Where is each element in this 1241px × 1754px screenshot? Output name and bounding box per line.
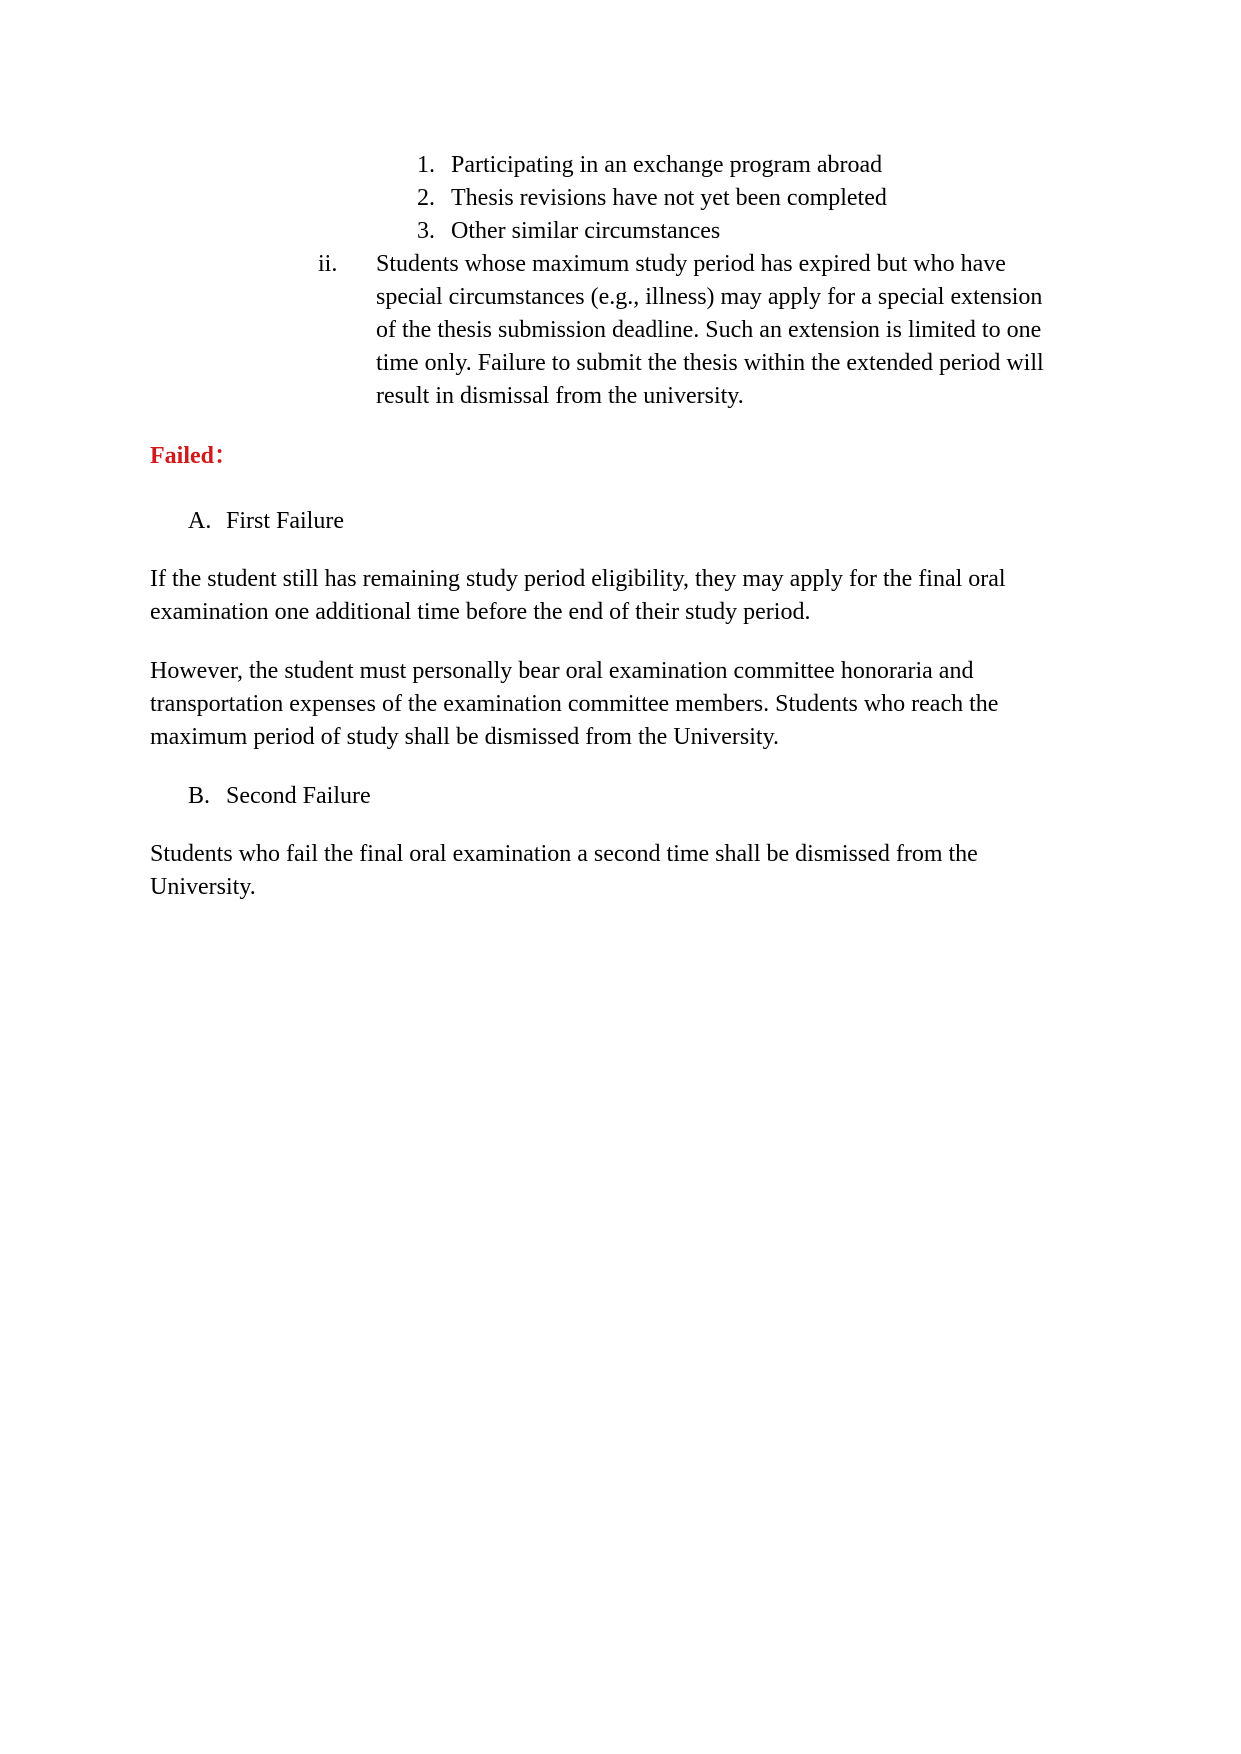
paragraph-line: of the thesis submission deadline. Such an extension is limited to one: [376, 317, 1042, 343]
section-marker: A.: [188, 508, 212, 534]
paragraph-line: University.: [150, 874, 256, 900]
list-item-number: 2.: [417, 185, 435, 211]
paragraph-line: special circumstances (e.g., illness) may apply for a special extension: [376, 284, 1043, 310]
list-item-text: Other similar circumstances: [451, 218, 721, 244]
list-item-text: Thesis revisions have not yet been completed: [451, 185, 887, 211]
failed-heading: Failed：: [150, 443, 238, 469]
paragraph-line: Students whose maximum study period has expired but who have: [376, 251, 1006, 277]
list-item-number: 1.: [417, 152, 435, 178]
paragraph-line: maximum period of study shall be dismissed from the University.: [150, 724, 780, 750]
first-failure-paragraph-2: [150, 655, 1100, 754]
paragraph-line: transportation expenses of the examination committee members. Students who reach the: [150, 691, 999, 717]
section-marker: B.: [188, 783, 211, 809]
second-failure-paragraph: [150, 838, 1100, 904]
list-item-number: 3.: [417, 218, 435, 244]
section-title: Second Failure: [226, 783, 371, 809]
roman-list-marker: ii.: [318, 251, 338, 277]
paragraph-line: Students who fail the final oral examination a second time shall be dismissed from the: [150, 841, 978, 867]
list-item-text: Participating in an exchange program abroad: [451, 152, 883, 178]
first-failure-heading: [188, 505, 344, 538]
second-failure-heading: [188, 780, 371, 813]
paragraph-line: However, the student must personally bear oral examination committee honoraria and: [150, 658, 974, 684]
first-failure-paragraph-1: [150, 563, 1100, 629]
section-title: First Failure: [226, 508, 344, 534]
paragraph-line: time only. Failure to submit the thesis within the extended period will: [376, 350, 1044, 376]
roman-list-paragraph: [376, 248, 1096, 413]
paragraph-line: result in dismissal from the university.: [376, 383, 744, 409]
paragraph-line: examination one additional time before the end of their study period.: [150, 599, 811, 625]
paragraph-line: If the student still has remaining study period eligibility, they may apply for the final oral: [150, 566, 1006, 592]
